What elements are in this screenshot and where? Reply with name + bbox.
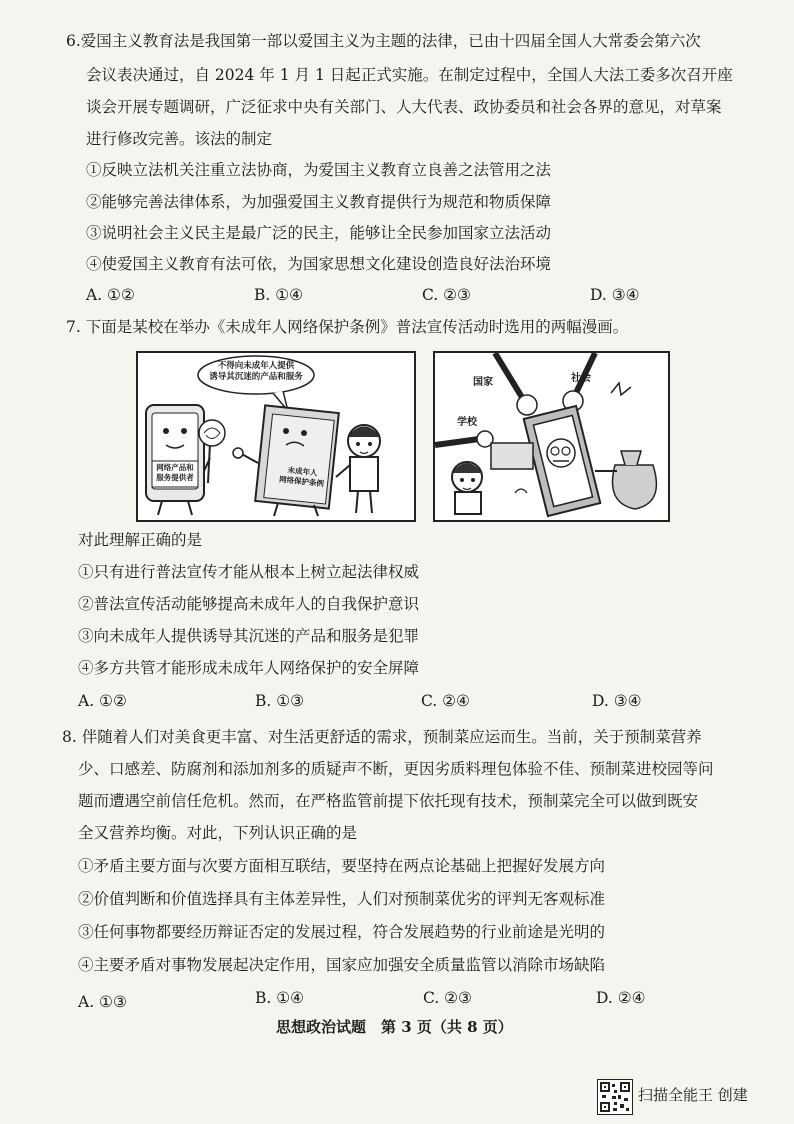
q8-stem-line-4: 全又营养均衡。对此，下列认识正确的是 — [78, 824, 358, 842]
cartoon-1-bubble-line-2: 诱导其沉迷的产品和服务 — [209, 372, 303, 382]
q7-item-3: ③向未成年人提供诱导其沉迷的产品和服务是犯罪 — [78, 627, 420, 645]
q7-option-b: B. ①③ — [255, 692, 305, 710]
cartoon-2-drawing — [435, 353, 668, 520]
cartoon-1-phone-line-2: 服务提供者 — [156, 473, 194, 482]
q8-item-2: ②价值判断和价值选择具有主体差异性，人们对预制菜优劣的评判无客观标准 — [78, 890, 606, 908]
cartoon-1-book-line-1: 未成年人 — [287, 465, 318, 478]
q8-item-4: ④主要矛盾对事物发展起决定作用，国家应加强安全质量监管以消除市场缺陷 — [78, 956, 606, 974]
scanner-brand-text: 扫描全能王 创建 — [638, 1086, 748, 1104]
q7-option-c: C. ②④ — [421, 692, 470, 710]
qr-code-icon — [597, 1079, 633, 1115]
cartoon-2-label-school: 学校 — [457, 417, 477, 428]
cartoon-2-label-society: 社会 — [571, 373, 591, 384]
q6-stem-line-4: 进行修改完善。该法的制定 — [86, 130, 273, 148]
cartoon-1 — [136, 351, 416, 522]
q6-item-1: ①反映立法机关注重立法协商，为爱国主义教育立良善之法管用之法 — [86, 161, 552, 179]
q6-item-3: ③说明社会主义民主是最广泛的民主，能够让全民参加国家立法活动 — [86, 224, 552, 242]
q7-item-1: ①只有进行普法宣传才能从根本上树立起法律权威 — [78, 563, 420, 581]
q8-item-1: ①矛盾主要方面与次要方面相互联结，要坚持在两点论基础上把握好发展方向 — [78, 857, 606, 875]
q6-option-c: C. ②③ — [422, 286, 471, 304]
q6-option-b: B. ①④ — [254, 286, 304, 304]
page-footer: 思想政治试题 第 3 页（共 8 页） — [276, 1018, 513, 1036]
q6-stem-line-2: 会议表决通过，自 2024 年 1 月 1 日起正式实施。在制定过程中，全国人大法工委多次召开座 — [86, 66, 733, 84]
q8-option-a: A. ①③ — [78, 993, 127, 1011]
q6-item-4: ④使爱国主义教育有法可依，为国家思想文化建设创造良好法治环境 — [86, 255, 552, 273]
q8-stem-line-1: 8. 伴随着人们对美食更丰富、对生活更舒适的需求，预制菜应运而生。当前，关于预制菜营养 — [62, 728, 702, 746]
q7-prompt: 对此理解正确的是 — [78, 531, 203, 549]
q6-option-a: A. ①② — [86, 286, 135, 304]
cartoon-2-label-state: 国家 — [473, 377, 493, 388]
q8-option-c: C. ②③ — [423, 989, 472, 1007]
q6-option-d: D. ③④ — [590, 286, 640, 304]
cartoon-1-bubble-line-1: 不得向未成年人提供 — [217, 361, 295, 371]
q7-item-4: ④多方共管才能形成未成年人网络保护的安全屏障 — [78, 659, 420, 677]
cartoon-1-phone-line-1: 网络产品和 — [156, 463, 194, 472]
q7-option-d: D. ③④ — [592, 692, 642, 710]
q7-option-a: A. ①② — [78, 692, 127, 710]
cartoon-1-phone-label — [152, 463, 198, 483]
cartoon-1-bubble — [204, 361, 308, 383]
q7-stem: 7. 下面是某校在举办《未成年人网络保护条例》普法宣传活动时选用的两幅漫画。 — [66, 318, 629, 336]
q6-stem-line-3: 谈会开展专题调研，广泛征求中央有关部门、人大代表、政协委员和社会各界的意见，对草案 — [86, 98, 722, 116]
q8-stem-line-3: 题而遭遇空前信任危机。然而，在严格监管前提下依托现有技术，预制菜完全可以做到既安 — [78, 792, 699, 810]
q6-stem-line-1: 6.爱国主义教育法是我国第一部以爱国主义为主题的法律，已由十四届全国人大常委会第六次 — [66, 32, 701, 50]
q7-item-2: ②普法宣传活动能够提高未成年人的自我保护意识 — [78, 595, 420, 613]
q8-stem-line-2: 少、口感差、防腐剂和添加剂多的质疑声不断，更因劣质料理包体验不佳、预制菜进校园等问 — [78, 760, 714, 778]
q8-option-b: B. ①④ — [255, 989, 305, 1007]
q6-item-2: ②能够完善法律体系，为加强爱国主义教育提供行为规范和物质保障 — [86, 193, 552, 211]
q8-item-3: ③任何事物都要经历辩证否定的发展过程，符合发展趋势的行业前途是光明的 — [78, 923, 606, 941]
cartoon-2 — [433, 351, 670, 522]
q8-option-d: D. ②④ — [596, 989, 646, 1007]
cartoon-1-book-line-2: 网络保护条例 — [278, 474, 325, 489]
